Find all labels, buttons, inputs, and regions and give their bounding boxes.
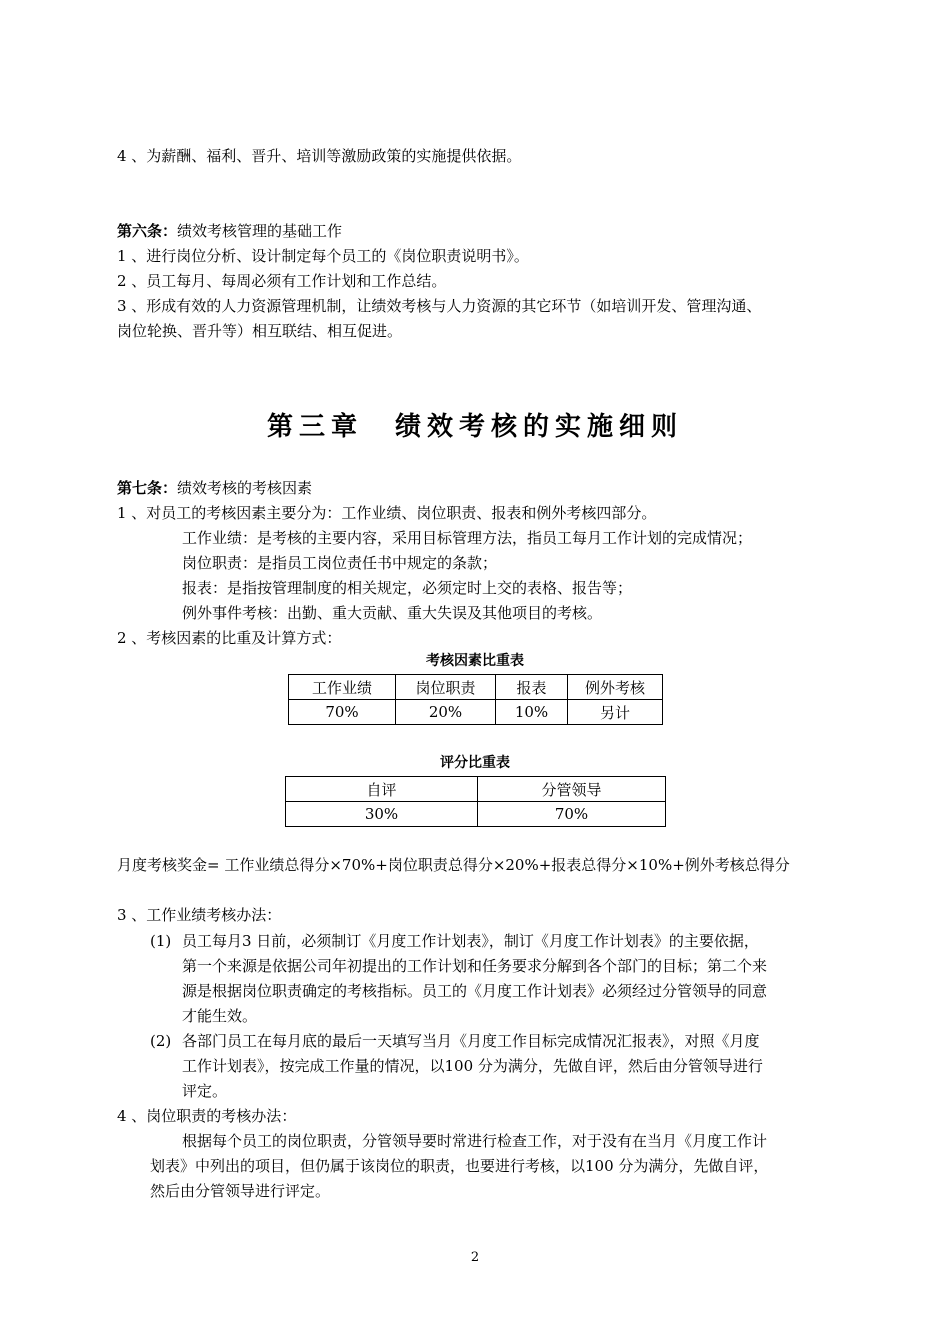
table-header-cell: 报表 — [496, 675, 568, 700]
sub-item-1-number: (1) — [150, 932, 172, 950]
item-4-line-3: 然后由分管领导进行评定。 — [150, 1182, 331, 1200]
table-header-cell: 分管领导 — [478, 777, 666, 802]
score-weight-table — [285, 776, 666, 827]
table-header-cell: 自评 — [286, 777, 478, 802]
item-4-line-1: 根据每个员工的岗位职责，分管领导要时常进行检查工作，对于没有在当月《月度工作计 — [182, 1132, 768, 1150]
sub-item-2-line-2: 工作计划表》，按完成工作量的情况，以100 分为满分，先做自评，然后由分管领导进行 — [182, 1057, 763, 1075]
table-header-cell: 岗位职责 — [396, 675, 496, 700]
table2-caption: 评分比重表 — [440, 755, 510, 771]
sub-item-1-line-2: 第一个来源是依据公司年初提出的工作计划和任务要求分解到各个部门的目标；第二个来 — [182, 957, 768, 975]
article-6-heading — [117, 221, 342, 241]
table-cell: 20% — [396, 700, 496, 725]
sub-item-1-line-3: 源是根据岗位职责确定的考核指标。员工的《月度工作计划表》必须经过分管领导的同意 — [182, 982, 768, 1000]
article-7-heading — [117, 478, 312, 498]
table-row — [286, 802, 666, 827]
article-7-item-4: 4 、岗位职责的考核办法： — [117, 1107, 297, 1125]
chapter-title — [0, 412, 950, 442]
table-header-cell: 工作业绩 — [289, 675, 396, 700]
article-7-label: 第七条： — [117, 479, 178, 497]
table1-caption: 考核因素比重表 — [426, 653, 524, 669]
sub-item-2-line-3: 评定。 — [182, 1082, 228, 1100]
article-6-item-3-line-2: 岗位轮换、晋升等）相互联结、相互促进。 — [117, 322, 403, 340]
factor-job-duty: 岗位职责：是指员工岗位责任书中规定的条款； — [182, 554, 498, 572]
table-row — [289, 675, 663, 700]
article-6-item-3-line-1: 3 、形成有效的人力资源管理机制，让绩效考核与人力资源的其它环节（如培训开发、管理沟通、 — [117, 297, 762, 315]
article-7-item-1: 1 、对员工的考核因素主要分为：工作业绩、岗位职责、报表和例外考核四部分。 — [117, 504, 657, 522]
sub-item-2-line-1: 各部门员工在每月底的最后一天填写当月《月度工作目标完成情况汇报表》，对照《月度 — [182, 1032, 760, 1050]
bonus-formula: 月度考核奖金= 工作业绩总得分×70%+岗位职责总得分×20%+报表总得分×10%+例外考核总得分 — [117, 856, 790, 874]
sub-item-1-line-4: 才能生效。 — [182, 1007, 258, 1025]
article-6-label: 第六条： — [117, 222, 178, 240]
table-cell: 10% — [496, 700, 568, 725]
sub-item-2-number: (2) — [150, 1032, 172, 1050]
factor-reports: 报表：是指按管理制度的相关规定，必须定时上交的表格、报告等； — [182, 579, 633, 597]
table-row — [289, 700, 663, 725]
factor-exceptions: 例外事件考核：出勤、重大贡献、重大失误及其他项目的考核。 — [182, 604, 603, 622]
item-4-line-2: 划表》中列出的项目，但仍属于该岗位的职责，也要进行考核，以100 分为满分，先做自评， — [150, 1157, 769, 1175]
table-header-cell: 例外考核 — [568, 675, 663, 700]
sub-item-1-line-1: 员工每月3 日前，必须制订《月度工作计划表》，制订《月度工作计划表》的主要依据， — [182, 932, 759, 950]
chapter-name: 绩效考核的实施细则 — [395, 412, 684, 442]
weight-table — [288, 674, 663, 725]
page-number: 2 — [470, 1250, 480, 1265]
factor-work-performance: 工作业绩：是考核的主要内容，采用目标管理方法，指员工每月工作计划的完成情况； — [182, 529, 753, 547]
table-cell: 另计 — [568, 700, 663, 725]
article-7-title: 绩效考核的考核因素 — [177, 479, 313, 497]
article-6-title: 绩效考核管理的基础工作 — [177, 222, 343, 240]
table-row — [286, 777, 666, 802]
list-item-4: 4 、为薪酬、福利、晋升、培训等激励政策的实施提供依据。 — [117, 147, 522, 165]
chapter-number: 第三章 — [266, 412, 363, 442]
table-cell: 70% — [478, 802, 666, 827]
article-7-item-3: 3 、工作业绩考核办法： — [117, 906, 282, 924]
article-6-item-2: 2 、员工每月、每周必须有工作计划和工作总结。 — [117, 272, 447, 290]
article-7-item-2: 2 、考核因素的比重及计算方式： — [117, 629, 342, 647]
table-cell: 70% — [289, 700, 396, 725]
table-cell: 30% — [286, 802, 478, 827]
article-6-item-1: 1 、进行岗位分析、设计制定每个员工的《岗位职责说明书》。 — [117, 247, 529, 265]
